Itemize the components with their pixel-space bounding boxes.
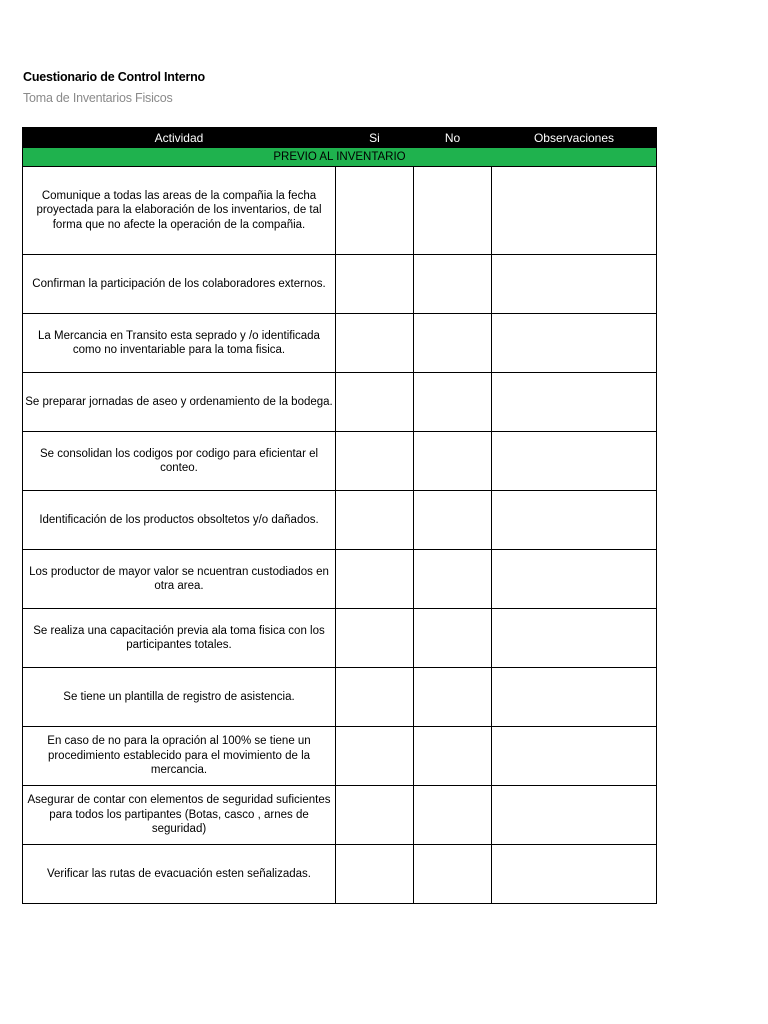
observaciones-cell[interactable] [492, 786, 657, 845]
si-cell[interactable] [336, 167, 414, 255]
observaciones-cell[interactable] [492, 727, 657, 786]
si-cell[interactable] [336, 727, 414, 786]
table-row [23, 668, 657, 727]
column-header-observaciones: Observaciones [492, 128, 657, 148]
actividad-cell: Verificar las rutas de evacuación esten señalizadas. [23, 845, 336, 904]
actividad-cell: Se preparar jornadas de aseo y ordenamiento de la bodega. [23, 373, 336, 432]
column-header-no: No [414, 128, 492, 148]
actividad-cell: La Mercancia en Transito esta seprado y /o identificada como no inventariable para la toma fisica. [23, 314, 336, 373]
actividad-cell: Se realiza una capacitación previa ala toma fisica con los participantes totales. [23, 609, 336, 668]
si-cell[interactable] [336, 786, 414, 845]
si-cell[interactable] [336, 373, 414, 432]
no-cell[interactable] [414, 845, 492, 904]
table-row [23, 727, 657, 786]
actividad-cell: Confirman la participación de los colaboradores externos. [23, 255, 336, 314]
si-cell[interactable] [336, 845, 414, 904]
document-title: Cuestionario de Control Interno [23, 70, 205, 84]
no-cell[interactable] [414, 786, 492, 845]
observaciones-cell[interactable] [492, 668, 657, 727]
no-cell[interactable] [414, 167, 492, 255]
column-header-si: Si [336, 128, 414, 148]
observaciones-cell[interactable] [492, 373, 657, 432]
control-checklist-table [22, 127, 657, 904]
no-cell[interactable] [414, 255, 492, 314]
no-cell[interactable] [414, 727, 492, 786]
table-row [23, 786, 657, 845]
observaciones-cell[interactable] [492, 167, 657, 255]
no-cell[interactable] [414, 373, 492, 432]
si-cell[interactable] [336, 609, 414, 668]
section-row [23, 148, 657, 167]
table-row [23, 255, 657, 314]
table-row [23, 845, 657, 904]
observaciones-cell[interactable] [492, 491, 657, 550]
table-row [23, 373, 657, 432]
si-cell[interactable] [336, 668, 414, 727]
no-cell[interactable] [414, 314, 492, 373]
actividad-cell: Asegurar de contar con elementos de seguridad suficientes para todos los partipantes (Botas, casco , arnes de seguridad) [23, 786, 336, 845]
table-row [23, 432, 657, 491]
si-cell[interactable] [336, 314, 414, 373]
section-label-previo: PREVIO AL INVENTARIO [23, 148, 657, 167]
actividad-cell: Identificación de los productos obsoltetos y/o dañados. [23, 491, 336, 550]
actividad-cell: Se tiene un plantilla de registro de asistencia. [23, 668, 336, 727]
actividad-cell: En caso de no para la opración al 100% se tiene un procedimiento establecido para el movimiento de la mercancia. [23, 727, 336, 786]
table-row [23, 609, 657, 668]
observaciones-cell[interactable] [492, 255, 657, 314]
document-subtitle: Toma de Inventarios Fisicos [23, 91, 173, 105]
no-cell[interactable] [414, 550, 492, 609]
observaciones-cell[interactable] [492, 314, 657, 373]
observaciones-cell[interactable] [492, 845, 657, 904]
actividad-cell: Comunique a todas las areas de la compañia la fecha proyectada para la elaboración de los inventarios, de tal forma que no afecte la operación de la compañia. [23, 167, 336, 255]
si-cell[interactable] [336, 491, 414, 550]
table-row [23, 167, 657, 255]
si-cell[interactable] [336, 255, 414, 314]
observaciones-cell[interactable] [492, 432, 657, 491]
no-cell[interactable] [414, 432, 492, 491]
table-row [23, 550, 657, 609]
observaciones-cell[interactable] [492, 609, 657, 668]
observaciones-cell[interactable] [492, 550, 657, 609]
column-header-actividad: Actividad [23, 128, 336, 148]
si-cell[interactable] [336, 550, 414, 609]
no-cell[interactable] [414, 668, 492, 727]
no-cell[interactable] [414, 491, 492, 550]
no-cell[interactable] [414, 609, 492, 668]
si-cell[interactable] [336, 432, 414, 491]
table-row [23, 491, 657, 550]
actividad-cell: Se consolidan los codigos por codigo para eficientar el conteo. [23, 432, 336, 491]
actividad-cell: Los productor de mayor valor se ncuentran custodiados en otra area. [23, 550, 336, 609]
table-row [23, 314, 657, 373]
table-header-row [23, 128, 657, 148]
